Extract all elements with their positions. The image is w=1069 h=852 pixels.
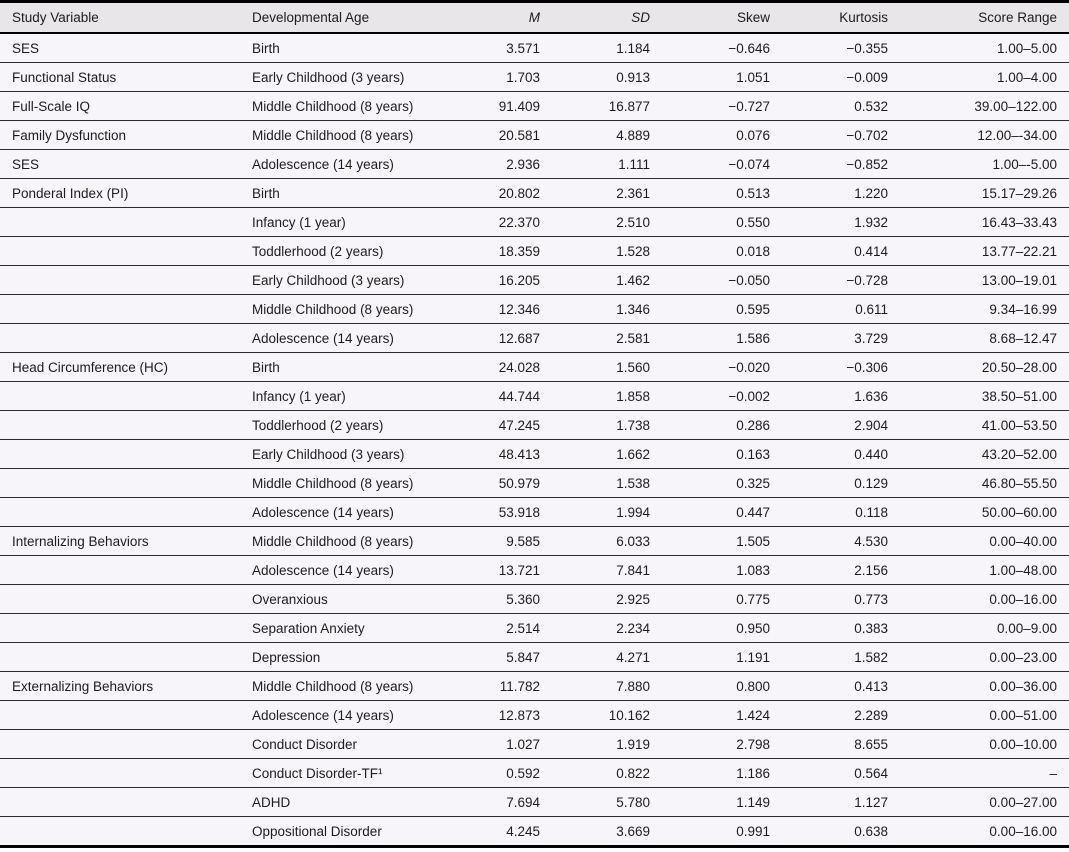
cell-developmental-age: ADHD: [240, 788, 472, 817]
cell-sd: 2.510: [552, 208, 662, 237]
cell-m: 12.687: [472, 324, 552, 353]
cell-sd: 3.669: [552, 817, 662, 847]
cell-skew: 0.550: [662, 208, 782, 237]
cell-skew: 1.424: [662, 701, 782, 730]
table-body: [0, 33, 1069, 847]
cell-sd: 1.462: [552, 266, 662, 295]
table-row: [0, 730, 1069, 759]
table-header: [0, 2, 1069, 34]
cell-score-range: 16.43–33.43: [900, 208, 1069, 237]
cell-m: 22.370: [472, 208, 552, 237]
table-row: [0, 266, 1069, 295]
cell-score-range: 0.00–27.00: [900, 788, 1069, 817]
cell-score-range: 38.50–51.00: [900, 382, 1069, 411]
cell-study-variable: [0, 382, 240, 411]
cell-m: 12.873: [472, 701, 552, 730]
table-row: [0, 411, 1069, 440]
cell-skew: 0.991: [662, 817, 782, 847]
cell-skew: −0.050: [662, 266, 782, 295]
cell-m: 24.028: [472, 353, 552, 382]
cell-m: 7.694: [472, 788, 552, 817]
cell-score-range: 46.80–55.50: [900, 469, 1069, 498]
cell-study-variable: [0, 237, 240, 266]
cell-m: 12.346: [472, 295, 552, 324]
cell-study-variable: Externalizing Behaviors: [0, 672, 240, 701]
cell-sd: 1.538: [552, 469, 662, 498]
cell-study-variable: [0, 817, 240, 847]
cell-sd: 5.780: [552, 788, 662, 817]
cell-developmental-age: Middle Childhood (8 years): [240, 672, 472, 701]
cell-kurtosis: −0.702: [782, 121, 900, 150]
cell-score-range: –: [900, 759, 1069, 788]
cell-sd: 1.528: [552, 237, 662, 266]
cell-score-range: 0.00–51.00: [900, 701, 1069, 730]
table-row: [0, 295, 1069, 324]
table-row: [0, 527, 1069, 556]
column-header-kurtosis: Kurtosis: [782, 2, 900, 34]
cell-developmental-age: Middle Childhood (8 years): [240, 92, 472, 121]
table-row: [0, 672, 1069, 701]
table-row: [0, 469, 1069, 498]
cell-m: 50.979: [472, 469, 552, 498]
cell-kurtosis: 0.413: [782, 672, 900, 701]
cell-m: 91.409: [472, 92, 552, 121]
cell-kurtosis: 2.156: [782, 556, 900, 585]
cell-study-variable: SES: [0, 33, 240, 63]
cell-sd: 1.184: [552, 33, 662, 63]
cell-score-range: 41.00–53.50: [900, 411, 1069, 440]
table-row: [0, 237, 1069, 266]
cell-sd: 2.234: [552, 614, 662, 643]
cell-study-variable: [0, 730, 240, 759]
table-row: [0, 498, 1069, 527]
cell-kurtosis: 0.118: [782, 498, 900, 527]
table-row: [0, 150, 1069, 179]
cell-kurtosis: 4.530: [782, 527, 900, 556]
cell-m: 0.592: [472, 759, 552, 788]
cell-score-range: 1.00–-5.00: [900, 150, 1069, 179]
cell-sd: 6.033: [552, 527, 662, 556]
cell-score-range: 1.00–5.00: [900, 33, 1069, 63]
column-header-study-variable: Study Variable: [0, 2, 240, 34]
cell-m: 48.413: [472, 440, 552, 469]
table-row: [0, 179, 1069, 208]
cell-study-variable: [0, 295, 240, 324]
cell-kurtosis: 0.440: [782, 440, 900, 469]
cell-kurtosis: 0.414: [782, 237, 900, 266]
cell-study-variable: Functional Status: [0, 63, 240, 92]
cell-developmental-age: Conduct Disorder-TF¹: [240, 759, 472, 788]
table-row: [0, 556, 1069, 585]
cell-sd: 4.889: [552, 121, 662, 150]
cell-sd: 1.858: [552, 382, 662, 411]
cell-skew: 2.798: [662, 730, 782, 759]
cell-m: 44.744: [472, 382, 552, 411]
header-row: [0, 2, 1069, 34]
cell-study-variable: Family Dysfunction: [0, 121, 240, 150]
cell-developmental-age: Birth: [240, 33, 472, 63]
cell-score-range: 1.00–4.00: [900, 63, 1069, 92]
cell-m: 1.703: [472, 63, 552, 92]
cell-sd: 4.271: [552, 643, 662, 672]
cell-study-variable: Head Circumference (HC): [0, 353, 240, 382]
cell-m: 20.802: [472, 179, 552, 208]
cell-score-range: 1.00–48.00: [900, 556, 1069, 585]
cell-sd: 1.111: [552, 150, 662, 179]
cell-skew: 0.325: [662, 469, 782, 498]
cell-kurtosis: 1.127: [782, 788, 900, 817]
cell-m: 2.514: [472, 614, 552, 643]
table-row: [0, 614, 1069, 643]
cell-kurtosis: −0.306: [782, 353, 900, 382]
cell-skew: 0.076: [662, 121, 782, 150]
cell-score-range: 13.00–19.01: [900, 266, 1069, 295]
cell-skew: 0.286: [662, 411, 782, 440]
cell-skew: 0.800: [662, 672, 782, 701]
cell-study-variable: [0, 208, 240, 237]
cell-kurtosis: 2.289: [782, 701, 900, 730]
table-row: [0, 701, 1069, 730]
table-row: [0, 759, 1069, 788]
cell-study-variable: [0, 266, 240, 295]
cell-skew: −0.074: [662, 150, 782, 179]
cell-developmental-age: Adolescence (14 years): [240, 701, 472, 730]
cell-study-variable: SES: [0, 150, 240, 179]
cell-developmental-age: Toddlerhood (2 years): [240, 237, 472, 266]
cell-score-range: 39.00–122.00: [900, 92, 1069, 121]
cell-sd: 16.877: [552, 92, 662, 121]
cell-m: 13.721: [472, 556, 552, 585]
cell-skew: 0.950: [662, 614, 782, 643]
cell-m: 5.847: [472, 643, 552, 672]
cell-m: 11.782: [472, 672, 552, 701]
cell-m: 53.918: [472, 498, 552, 527]
cell-score-range: 8.68–12.47: [900, 324, 1069, 353]
cell-skew: −0.020: [662, 353, 782, 382]
cell-score-range: 9.34–16.99: [900, 295, 1069, 324]
cell-developmental-age: Conduct Disorder: [240, 730, 472, 759]
cell-developmental-age: Birth: [240, 353, 472, 382]
cell-m: 18.359: [472, 237, 552, 266]
cell-sd: 1.919: [552, 730, 662, 759]
cell-kurtosis: −0.009: [782, 63, 900, 92]
cell-study-variable: Full-Scale IQ: [0, 92, 240, 121]
cell-developmental-age: Adolescence (14 years): [240, 324, 472, 353]
cell-kurtosis: 0.532: [782, 92, 900, 121]
cell-study-variable: [0, 440, 240, 469]
table-row: [0, 440, 1069, 469]
cell-score-range: 13.77–22.21: [900, 237, 1069, 266]
cell-sd: 2.361: [552, 179, 662, 208]
cell-kurtosis: 1.220: [782, 179, 900, 208]
column-header-skew: Skew: [662, 2, 782, 34]
table-row: [0, 92, 1069, 121]
cell-study-variable: Internalizing Behaviors: [0, 527, 240, 556]
column-header-sd: SD: [552, 2, 662, 34]
cell-score-range: 43.20–52.00: [900, 440, 1069, 469]
cell-study-variable: [0, 643, 240, 672]
table-row: [0, 817, 1069, 847]
cell-sd: 1.346: [552, 295, 662, 324]
cell-skew: 1.191: [662, 643, 782, 672]
column-header-developmental-age: Developmental Age: [240, 2, 472, 34]
cell-sd: 2.925: [552, 585, 662, 614]
column-header-score-range: Score Range: [900, 2, 1069, 34]
cell-skew: −0.727: [662, 92, 782, 121]
cell-sd: 1.560: [552, 353, 662, 382]
cell-kurtosis: 0.773: [782, 585, 900, 614]
cell-developmental-age: Overanxious: [240, 585, 472, 614]
cell-developmental-age: Middle Childhood (8 years): [240, 469, 472, 498]
table-row: [0, 382, 1069, 411]
cell-skew: 0.595: [662, 295, 782, 324]
cell-study-variable: [0, 556, 240, 585]
cell-skew: 0.447: [662, 498, 782, 527]
cell-developmental-age: Toddlerhood (2 years): [240, 411, 472, 440]
cell-m: 9.585: [472, 527, 552, 556]
cell-skew: 0.163: [662, 440, 782, 469]
cell-score-range: 0.00–16.00: [900, 585, 1069, 614]
cell-skew: 1.051: [662, 63, 782, 92]
cell-m: 20.581: [472, 121, 552, 150]
cell-kurtosis: 1.582: [782, 643, 900, 672]
cell-score-range: 0.00–23.00: [900, 643, 1069, 672]
cell-developmental-age: Birth: [240, 179, 472, 208]
table-row: [0, 208, 1069, 237]
table-row: [0, 324, 1069, 353]
column-header-mean: M: [472, 2, 552, 34]
cell-skew: 1.149: [662, 788, 782, 817]
cell-developmental-age: Adolescence (14 years): [240, 498, 472, 527]
table-row: [0, 33, 1069, 63]
cell-m: 47.245: [472, 411, 552, 440]
table-row: [0, 788, 1069, 817]
cell-sd: 7.880: [552, 672, 662, 701]
cell-kurtosis: 2.904: [782, 411, 900, 440]
cell-study-variable: Ponderal Index (PI): [0, 179, 240, 208]
cell-skew: 1.083: [662, 556, 782, 585]
cell-skew: 0.018: [662, 237, 782, 266]
cell-skew: −0.002: [662, 382, 782, 411]
cell-developmental-age: Middle Childhood (8 years): [240, 295, 472, 324]
cell-developmental-age: Depression: [240, 643, 472, 672]
cell-score-range: 0.00–9.00: [900, 614, 1069, 643]
cell-kurtosis: 1.932: [782, 208, 900, 237]
cell-study-variable: [0, 469, 240, 498]
cell-m: 16.205: [472, 266, 552, 295]
cell-developmental-age: Adolescence (14 years): [240, 150, 472, 179]
cell-skew: 0.513: [662, 179, 782, 208]
cell-study-variable: [0, 324, 240, 353]
cell-score-range: 50.00–60.00: [900, 498, 1069, 527]
cell-skew: 1.505: [662, 527, 782, 556]
cell-developmental-age: Middle Childhood (8 years): [240, 527, 472, 556]
cell-developmental-age: Early Childhood (3 years): [240, 266, 472, 295]
cell-sd: 0.913: [552, 63, 662, 92]
cell-study-variable: [0, 701, 240, 730]
cell-developmental-age: Early Childhood (3 years): [240, 440, 472, 469]
cell-m: 4.245: [472, 817, 552, 847]
cell-score-range: 0.00–16.00: [900, 817, 1069, 847]
cell-study-variable: [0, 759, 240, 788]
cell-score-range: 0.00–36.00: [900, 672, 1069, 701]
cell-kurtosis: 3.729: [782, 324, 900, 353]
cell-score-range: 12.00–-34.00: [900, 121, 1069, 150]
cell-sd: 7.841: [552, 556, 662, 585]
cell-study-variable: [0, 788, 240, 817]
cell-m: 2.936: [472, 150, 552, 179]
cell-score-range: 0.00–40.00: [900, 527, 1069, 556]
cell-developmental-age: Adolescence (14 years): [240, 556, 472, 585]
cell-developmental-age: Infancy (1 year): [240, 382, 472, 411]
cell-kurtosis: 8.655: [782, 730, 900, 759]
table-row: [0, 585, 1069, 614]
cell-kurtosis: 1.636: [782, 382, 900, 411]
cell-developmental-age: Oppositional Disorder: [240, 817, 472, 847]
cell-sd: 1.738: [552, 411, 662, 440]
cell-score-range: 15.17–29.26: [900, 179, 1069, 208]
cell-study-variable: [0, 614, 240, 643]
cell-sd: 2.581: [552, 324, 662, 353]
cell-sd: 1.994: [552, 498, 662, 527]
cell-developmental-age: Separation Anxiety: [240, 614, 472, 643]
cell-sd: 10.162: [552, 701, 662, 730]
cell-skew: −0.646: [662, 33, 782, 63]
cell-study-variable: [0, 411, 240, 440]
table-row: [0, 63, 1069, 92]
cell-developmental-age: Early Childhood (3 years): [240, 63, 472, 92]
cell-kurtosis: −0.728: [782, 266, 900, 295]
cell-developmental-age: Middle Childhood (8 years): [240, 121, 472, 150]
cell-skew: 0.775: [662, 585, 782, 614]
table-row: [0, 353, 1069, 382]
cell-kurtosis: −0.355: [782, 33, 900, 63]
cell-kurtosis: 0.564: [782, 759, 900, 788]
cell-score-range: 20.50–28.00: [900, 353, 1069, 382]
cell-skew: 1.186: [662, 759, 782, 788]
cell-kurtosis: 0.129: [782, 469, 900, 498]
cell-m: 5.360: [472, 585, 552, 614]
cell-skew: 1.586: [662, 324, 782, 353]
cell-study-variable: [0, 585, 240, 614]
cell-m: 3.571: [472, 33, 552, 63]
cell-m: 1.027: [472, 730, 552, 759]
table-row: [0, 643, 1069, 672]
table-row: [0, 121, 1069, 150]
cell-kurtosis: 0.638: [782, 817, 900, 847]
cell-sd: 0.822: [552, 759, 662, 788]
cell-sd: 1.662: [552, 440, 662, 469]
cell-kurtosis: 0.383: [782, 614, 900, 643]
cell-study-variable: [0, 498, 240, 527]
cell-kurtosis: −0.852: [782, 150, 900, 179]
cell-score-range: 0.00–10.00: [900, 730, 1069, 759]
cell-developmental-age: Infancy (1 year): [240, 208, 472, 237]
cell-kurtosis: 0.611: [782, 295, 900, 324]
